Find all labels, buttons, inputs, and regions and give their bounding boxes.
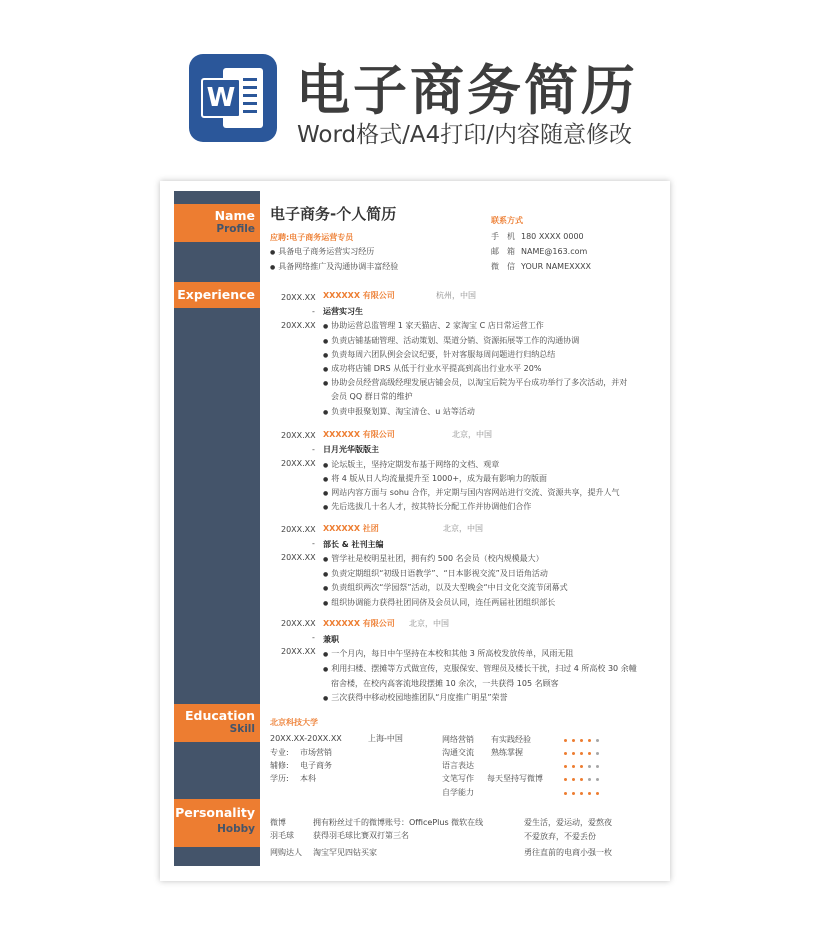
exp-bullet: ● 管学社是校明星社团，拥有约 500 名会员（校内规模最大） bbox=[323, 554, 544, 564]
word-letter: W bbox=[201, 78, 241, 118]
rating-dot bbox=[596, 752, 599, 755]
exp-bullet-cont: 宿舍楼，在校内高客流地段摆摊 10 余次，一共获得 105 名顾客 bbox=[331, 679, 559, 688]
exp-date-dash: - bbox=[312, 539, 315, 548]
skill-rating bbox=[564, 792, 599, 795]
contact-heading: 联系方式 bbox=[491, 216, 523, 225]
rating-dot bbox=[580, 765, 583, 768]
rating-dot bbox=[596, 778, 599, 781]
email-value: NAME@163.com bbox=[521, 247, 588, 256]
skill-desc: 熟练掌握 bbox=[491, 748, 523, 757]
summary-item: ● 具备网络推广及沟通协调丰富经验 bbox=[270, 262, 398, 272]
skill-name: 自学能力 bbox=[442, 788, 474, 797]
rating-dot bbox=[564, 778, 567, 781]
hobby-desc: 拥有粉丝过千的微博账号：OfficePlus 微软在线 bbox=[313, 818, 484, 827]
edu-dates: 20XX.XX-20XX.XX bbox=[270, 734, 342, 743]
exp-bullet: ● 负责申报聚划算、淘宝清仓、u 站等活动 bbox=[323, 407, 475, 417]
skill-name: 文笔写作 bbox=[442, 774, 474, 783]
exp-bullet: ● 三次获得中移动校园地推团队“月度推广明星”荣誉 bbox=[323, 693, 508, 703]
exp-company: XXXXXX 有限公司 bbox=[323, 291, 395, 300]
exp-bullet: ● 利用扫楼、摆摊等方式做宣传，克服保安、管理员及楼长干扰，扫过 4 所高校 30 余幢 bbox=[323, 664, 637, 674]
exp-location: 北京，中国 bbox=[443, 524, 483, 533]
hobby-name: 微博 bbox=[270, 818, 286, 827]
exp-bullet: ● 协助会员经营高级经理发展店铺会员，以淘宝后院为平台成功举行了多次活动，并对 bbox=[323, 378, 627, 388]
rating-dot bbox=[588, 792, 591, 795]
rating-dot bbox=[580, 792, 583, 795]
exp-company: XXXXXX 有限公司 bbox=[323, 619, 395, 628]
rating-dot bbox=[564, 765, 567, 768]
hobby-desc: 淘宝罕见四钻买家 bbox=[313, 848, 377, 857]
exp-company: XXXXXX 有限公司 bbox=[323, 430, 395, 439]
rating-dot bbox=[588, 739, 591, 742]
exp-location: 杭州，中国 bbox=[436, 291, 476, 300]
exp-bullet: ● 负责每周六团队例会会议纪要，针对客服每周问题进行归纳总结 bbox=[323, 350, 555, 360]
exp-bullet-cont: 会员 QQ 群日常的维护 bbox=[331, 392, 413, 401]
banner-title: 电子商务简历 bbox=[296, 59, 638, 122]
hobby-desc: 获得羽毛球比赛双打第三名 bbox=[313, 831, 409, 840]
rating-dot bbox=[580, 752, 583, 755]
rating-dot bbox=[572, 765, 575, 768]
exp-date-start: 20XX.XX bbox=[281, 293, 316, 302]
edu-label: 辅修: bbox=[270, 761, 289, 770]
rating-dot bbox=[596, 739, 599, 742]
sidebar bbox=[174, 191, 260, 866]
school-name: 北京科技大学 bbox=[270, 718, 318, 727]
rating-dot bbox=[564, 792, 567, 795]
section-profile-label: Profile bbox=[216, 223, 255, 235]
banner-subtitle: Word格式/A4打印/内容随意修改 bbox=[297, 122, 632, 148]
section-personality-label: Personality bbox=[175, 805, 255, 820]
rating-dot bbox=[580, 778, 583, 781]
exp-date-end: 20XX.XX bbox=[281, 459, 316, 468]
wechat-value: YOUR NAMEXXXX bbox=[521, 262, 592, 271]
exp-role: 日月光华版版主 bbox=[323, 445, 379, 454]
skill-name: 沟通交流 bbox=[442, 748, 474, 757]
personality-line: 爱生活，爱运动，爱熬夜 bbox=[524, 818, 612, 827]
section-hobby-label: Hobby bbox=[217, 823, 255, 835]
skill-rating bbox=[564, 778, 599, 781]
exp-bullet: ● 论坛版主，坚持定期发布基于网络的文档、观章 bbox=[323, 460, 499, 470]
exp-date-start: 20XX.XX bbox=[281, 431, 316, 440]
exp-date-dash: - bbox=[312, 307, 315, 316]
rating-dot bbox=[596, 792, 599, 795]
skill-name: 网络营销 bbox=[442, 735, 474, 744]
exp-bullet: ● 将 4 版从日人均流量提升至 1000+，成为最有影响力的版面 bbox=[323, 474, 547, 484]
edu-label: 学历: bbox=[270, 774, 289, 783]
word-logo-icon bbox=[189, 54, 277, 142]
summary-item: ● 具备电子商务运营实习经历 bbox=[270, 247, 374, 257]
resume-title: 电子商务-个人简历 bbox=[270, 205, 397, 223]
resume-page bbox=[160, 181, 670, 881]
tab-experience bbox=[174, 282, 260, 308]
skill-name: 语言表达 bbox=[442, 761, 474, 770]
personality-line: 勇往直前的电商小强一枚 bbox=[524, 848, 612, 857]
tab-education bbox=[174, 704, 260, 742]
exp-date-dash: - bbox=[312, 633, 315, 642]
personality-line: 不爱放弃，不爱丢份 bbox=[524, 832, 596, 841]
section-education-label: Education bbox=[185, 708, 255, 723]
skill-rating bbox=[564, 752, 599, 755]
exp-bullet: ● 负责店铺基础管理、活动策划、渠道分销、资源拓展等工作的沟通协调 bbox=[323, 336, 579, 346]
edu-city: 上海-中国 bbox=[368, 734, 403, 743]
skill-desc: 有实践经验 bbox=[491, 735, 531, 744]
hobby-name: 羽毛球 bbox=[270, 831, 294, 840]
rating-dot bbox=[564, 752, 567, 755]
exp-company: XXXXXX 社团 bbox=[323, 524, 379, 533]
rating-dot bbox=[588, 765, 591, 768]
exp-date-end: 20XX.XX bbox=[281, 647, 316, 656]
exp-role: 部长 & 社刊主编 bbox=[323, 540, 384, 549]
tab-personality bbox=[174, 799, 260, 847]
exp-date-dash: - bbox=[312, 445, 315, 454]
section-experience-label: Experience bbox=[177, 287, 255, 302]
rating-dot bbox=[572, 752, 575, 755]
edu-value: 市场营销 bbox=[300, 748, 332, 757]
tab-name bbox=[174, 204, 260, 242]
job-target: 应聘:电子商务运营专员 bbox=[270, 233, 354, 242]
section-skill-label: Skill bbox=[229, 723, 255, 735]
exp-location: 北京，中国 bbox=[409, 619, 449, 628]
edu-value: 电子商务 bbox=[300, 761, 332, 770]
exp-date-start: 20XX.XX bbox=[281, 525, 316, 534]
rating-dot bbox=[596, 765, 599, 768]
exp-bullet: ● 先后选拔几十名人才，按其特长分配工作并协调他们合作 bbox=[323, 502, 531, 512]
exp-bullet: ● 协助运营总监管理 1 家天猫店、2 家淘宝 C 店日常运营工作 bbox=[323, 321, 544, 331]
exp-role: 兼职 bbox=[323, 635, 339, 644]
exp-date-start: 20XX.XX bbox=[281, 619, 316, 628]
exp-role: 运营实习生 bbox=[323, 307, 363, 316]
rating-dot bbox=[588, 778, 591, 781]
exp-bullet: ● 一个月内，每日中午坚持在本校和其他 3 所高校发放传单，风雨无阻 bbox=[323, 649, 573, 659]
phone-value: 180 XXXX 0000 bbox=[521, 232, 584, 241]
exp-date-end: 20XX.XX bbox=[281, 321, 316, 330]
rating-dot bbox=[572, 739, 575, 742]
exp-bullet: ● 负责定期组织“初级日语教学”、“日本影视交流”及日语角活动 bbox=[323, 569, 548, 579]
exp-bullet: ● 组织协调能力获得社团同侪及会员认同，连任两届社团组织部长 bbox=[323, 598, 555, 608]
rating-dot bbox=[580, 739, 583, 742]
skill-rating bbox=[564, 739, 599, 742]
section-name-label: Name bbox=[214, 208, 255, 223]
exp-bullet: ● 成功将店铺 DRS 从低于行业水平提高到高出行业水平 20% bbox=[323, 364, 541, 374]
rating-dot bbox=[588, 752, 591, 755]
wechat-label: 微 信 bbox=[491, 262, 515, 271]
exp-bullet: ● 负责组织两次“学园祭”活动，以及大型晚会“中日文化交流节闭幕式 bbox=[323, 583, 568, 593]
exp-bullet: ● 网站内容方面与 sohu 合作，并定期与国内容网站进行交流、资源共享，提升人气 bbox=[323, 488, 620, 498]
skill-rating bbox=[564, 765, 599, 768]
edu-value: 本科 bbox=[300, 774, 316, 783]
rating-dot bbox=[572, 792, 575, 795]
edu-label: 专业: bbox=[270, 748, 289, 757]
phone-label: 手 机 bbox=[491, 232, 515, 241]
hobby-name: 网购达人 bbox=[270, 848, 302, 857]
exp-date-end: 20XX.XX bbox=[281, 553, 316, 562]
rating-dot bbox=[564, 739, 567, 742]
exp-location: 北京，中国 bbox=[452, 430, 492, 439]
rating-dot bbox=[572, 778, 575, 781]
skill-desc: 每天坚持写微博 bbox=[487, 774, 543, 783]
email-label: 邮 箱 bbox=[491, 247, 515, 256]
